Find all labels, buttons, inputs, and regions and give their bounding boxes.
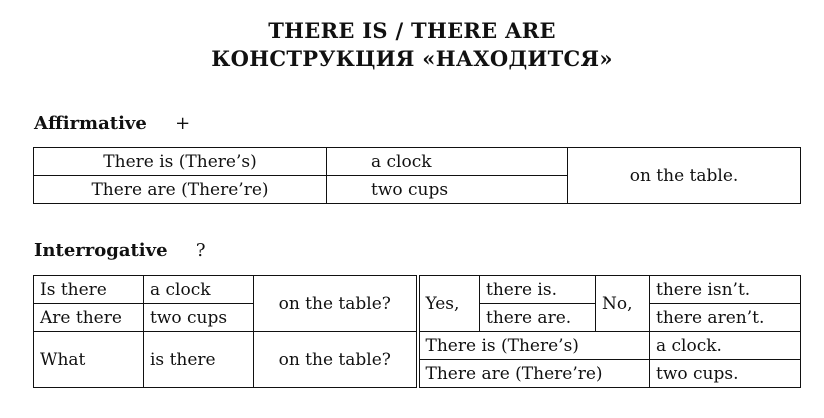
table-cell: two cups xyxy=(144,304,254,332)
table-cell: There are (There’re) xyxy=(418,360,650,388)
interrogative-label: Interrogative xyxy=(34,240,168,261)
table-cell: two cups. xyxy=(650,360,801,388)
table-cell: There is (There’s) xyxy=(34,148,327,176)
affirmative-label: Affirmative xyxy=(34,113,147,134)
table-row xyxy=(34,332,801,360)
interrogative-symbol: ? xyxy=(195,240,206,261)
table-cell: Are there xyxy=(34,304,144,332)
table-cell: a clock xyxy=(144,276,254,304)
table-cell: there isn’t. xyxy=(650,276,801,304)
table-cell: a clock xyxy=(327,148,568,176)
title-line-2: КОНСТРУКЦИЯ «НАХОДИТСЯ» xyxy=(211,46,613,71)
table-cell: on the table? xyxy=(254,332,418,388)
table-cell: Yes, xyxy=(418,276,480,332)
table-cell: there is. xyxy=(480,276,596,304)
table-cell: What xyxy=(34,332,144,388)
title-line-1: THERE IS / THERE ARE xyxy=(268,18,556,43)
table-cell: there are. xyxy=(480,304,596,332)
table-cell: Is there xyxy=(34,276,144,304)
affirmative-table xyxy=(33,147,801,204)
table-cell: is there xyxy=(144,332,254,388)
affirmative-heading xyxy=(34,113,190,134)
table-row xyxy=(34,276,801,304)
interrogative-heading xyxy=(34,240,206,261)
affirmative-symbol: + xyxy=(175,113,191,134)
table-cell: There are (There’re) xyxy=(34,176,327,204)
table-cell: on the table? xyxy=(254,276,418,332)
table-cell: on the table. xyxy=(568,148,801,204)
interrogative-table xyxy=(33,275,801,388)
table-cell: a clock. xyxy=(650,332,801,360)
table-cell: There is (There’s) xyxy=(418,332,650,360)
table-cell: No, xyxy=(596,276,650,332)
table-cell: there aren’t. xyxy=(650,304,801,332)
table-row xyxy=(34,148,801,176)
table-cell: two cups xyxy=(327,176,568,204)
